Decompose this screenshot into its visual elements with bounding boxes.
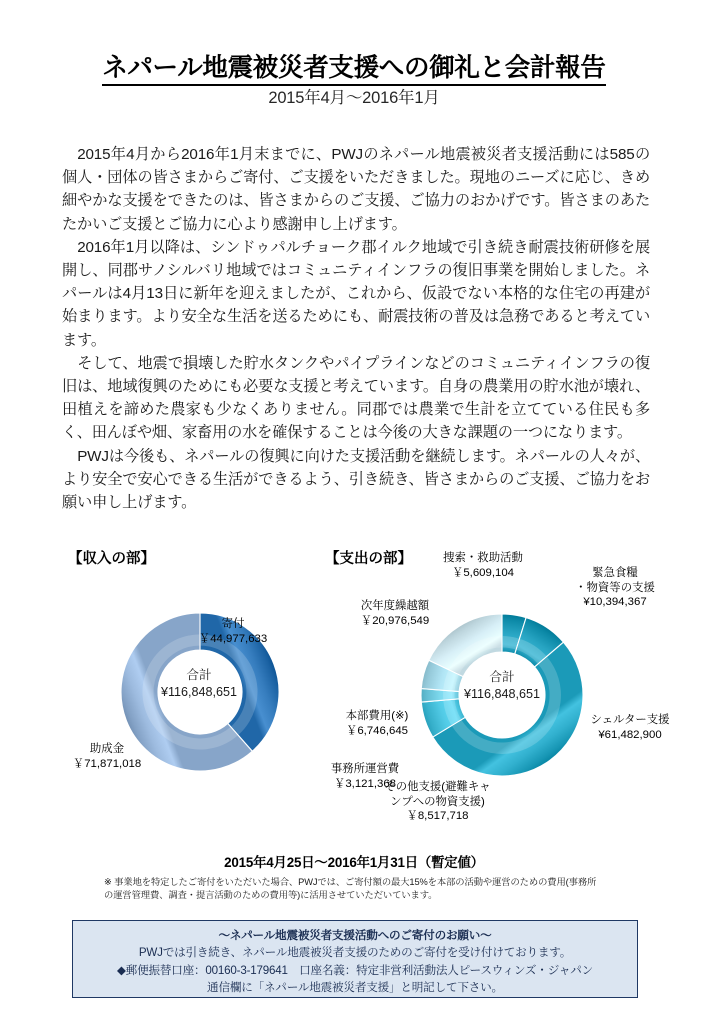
income-center-total-value: ¥116,848,651	[160, 684, 238, 699]
footnote: ※ 事業地を特定したご寄付をいただいた場合、PWJでは、ご寄付額の最大15%を本部の活動や運営のための費用(事務所の運営管理費、調査・提言活動のための費用等)に活用させていただいています。	[104, 877, 597, 901]
page-title	[0, 48, 708, 84]
donation-appeal-account: ◆郵便振替口座：00160-3-179641 口座名義：特定非営利活動法人ピースウィンズ・ジャパン	[116, 963, 594, 977]
expense-label-hq-cost	[312, 709, 442, 738]
expense-label-office-operations-value: ￥3,121,368	[333, 777, 397, 790]
page-subtitle: 2015年4月～2016年1月	[268, 89, 440, 107]
expense-section-heading: 【支出の部】	[325, 551, 412, 567]
expense-label-office-operations-name: 事務所運営費	[330, 763, 400, 775]
expense-center-total-label: 合計	[489, 670, 515, 684]
donation-appeal-line2: PWJでは引き続き、ネパール地震被災者支援のためのご寄付を受け付けております。	[138, 946, 572, 960]
expense-label-carryover-name: 次年度繰越額	[360, 600, 430, 612]
income-section-heading: 【収入の部】	[68, 551, 155, 567]
page-title-text: ネパール地震被災者支援への御礼と会計報告	[102, 54, 605, 86]
expense-label-other-support-name2: ンプへの物資支援)	[390, 795, 485, 808]
body-paragraph-4: PWJは今後も、ネパールの復興に向けた支援活動を継続します。ネパールの人々が、より安全で安心できる生活ができるよう、引き続き、皆さまからのご支援、ご協力をお願い申し上げます。	[62, 447, 650, 512]
income-label-grant	[42, 742, 172, 771]
expense-label-carryover-value: ￥20,976,549	[360, 614, 430, 627]
expense-label-shelter-name: シェルター支援	[590, 714, 670, 726]
expense-label-search-rescue-value: ￥5,609,104	[451, 566, 515, 579]
body-copy	[62, 143, 650, 514]
donation-appeal-title: ～ネパール地震被災者支援活動へのご寄付のお願い～	[218, 929, 492, 942]
income-label-donation-name: 寄付	[221, 618, 245, 630]
income-label-grant-value: ￥71,871,018	[72, 757, 142, 770]
expense-label-emergency-food-name1: 緊急食糧	[592, 567, 638, 579]
income-center-total-label: 合計	[186, 668, 212, 682]
donation-appeal-box	[72, 920, 638, 998]
income-label-donation	[168, 617, 298, 646]
expense-label-search-rescue-name: 捜索・救助活動	[443, 552, 523, 564]
income-label-grant-name: 助成金	[89, 743, 125, 755]
expense-label-hq-cost-value: ￥6,746,645	[345, 724, 409, 737]
expense-label-carryover	[320, 599, 470, 628]
charts-section	[0, 545, 708, 845]
expense-center-total	[446, 669, 558, 702]
expense-label-other-support-name1: その他支援(避難キャ	[384, 781, 491, 793]
donation-appeal-memo: 通信欄に「ネパール地震被災者支援」と明記して下さい。	[207, 981, 503, 995]
expense-center-total-value: ¥116,848,651	[463, 686, 541, 701]
expense-label-emergency-food-value: ¥10,394,367	[583, 596, 647, 609]
body-paragraph-2: 2016年1月以降は、シンドゥパルチョーク郡イルク地域で引き続き耐震技術研修を展開し、同郡サノシルバリ地域ではコミュニティインフラの復旧事業を開始しました。ネパールは4月13日に新年を迎えましたが、これから、仮設でない本格的な住宅の再建が始まります。より安全な生活を送るためにも、耐震技術の普及は急務であると考えています。	[62, 238, 650, 349]
period-line: 2015年4月25日～2016年1月31日（暫定値）	[224, 855, 484, 870]
expense-label-other-support-value: ￥8,517,718	[406, 810, 469, 823]
expense-label-shelter	[560, 713, 700, 742]
body-paragraph-1: 2015年4月から2016年1月末までに、PWJのネパール地震被災者支援活動には585の個人・団体の皆さまからご寄付、ご支援をいただきました。現地のニーズに応じ、きめ細やかな支援をできたのは、皆さまからのご支援、ご協力のおかげです。皆さまのあたたかいご支援とご協力に心より感謝申し上げます。	[62, 146, 650, 233]
income-center-total	[143, 667, 255, 700]
expense-label-hq-cost-name: 本部費用(※)	[345, 710, 409, 722]
expense-label-office-operations	[300, 762, 430, 791]
expense-label-shelter-value: ¥61,482,900	[598, 728, 662, 741]
body-paragraph-3: そして、地震で損壊した貯水タンクやパイプラインなどのコミュニティインフラの復旧は、地域復興のためにも必要な支援と考えています。自身の農業用の貯水池が壊れ、田植えを諦めた農家も少なくありません。同郡では農業で生計を立てている住民も多く、田んぼや畑、家畜用の水を確保することは今後の大きな課題の一つになります。	[62, 354, 650, 442]
income-label-donation-value: ￥44,977,633	[198, 632, 268, 645]
expense-label-emergency-food-name2: ・物資等の支援	[575, 581, 655, 594]
expense-label-emergency-food	[540, 566, 690, 610]
